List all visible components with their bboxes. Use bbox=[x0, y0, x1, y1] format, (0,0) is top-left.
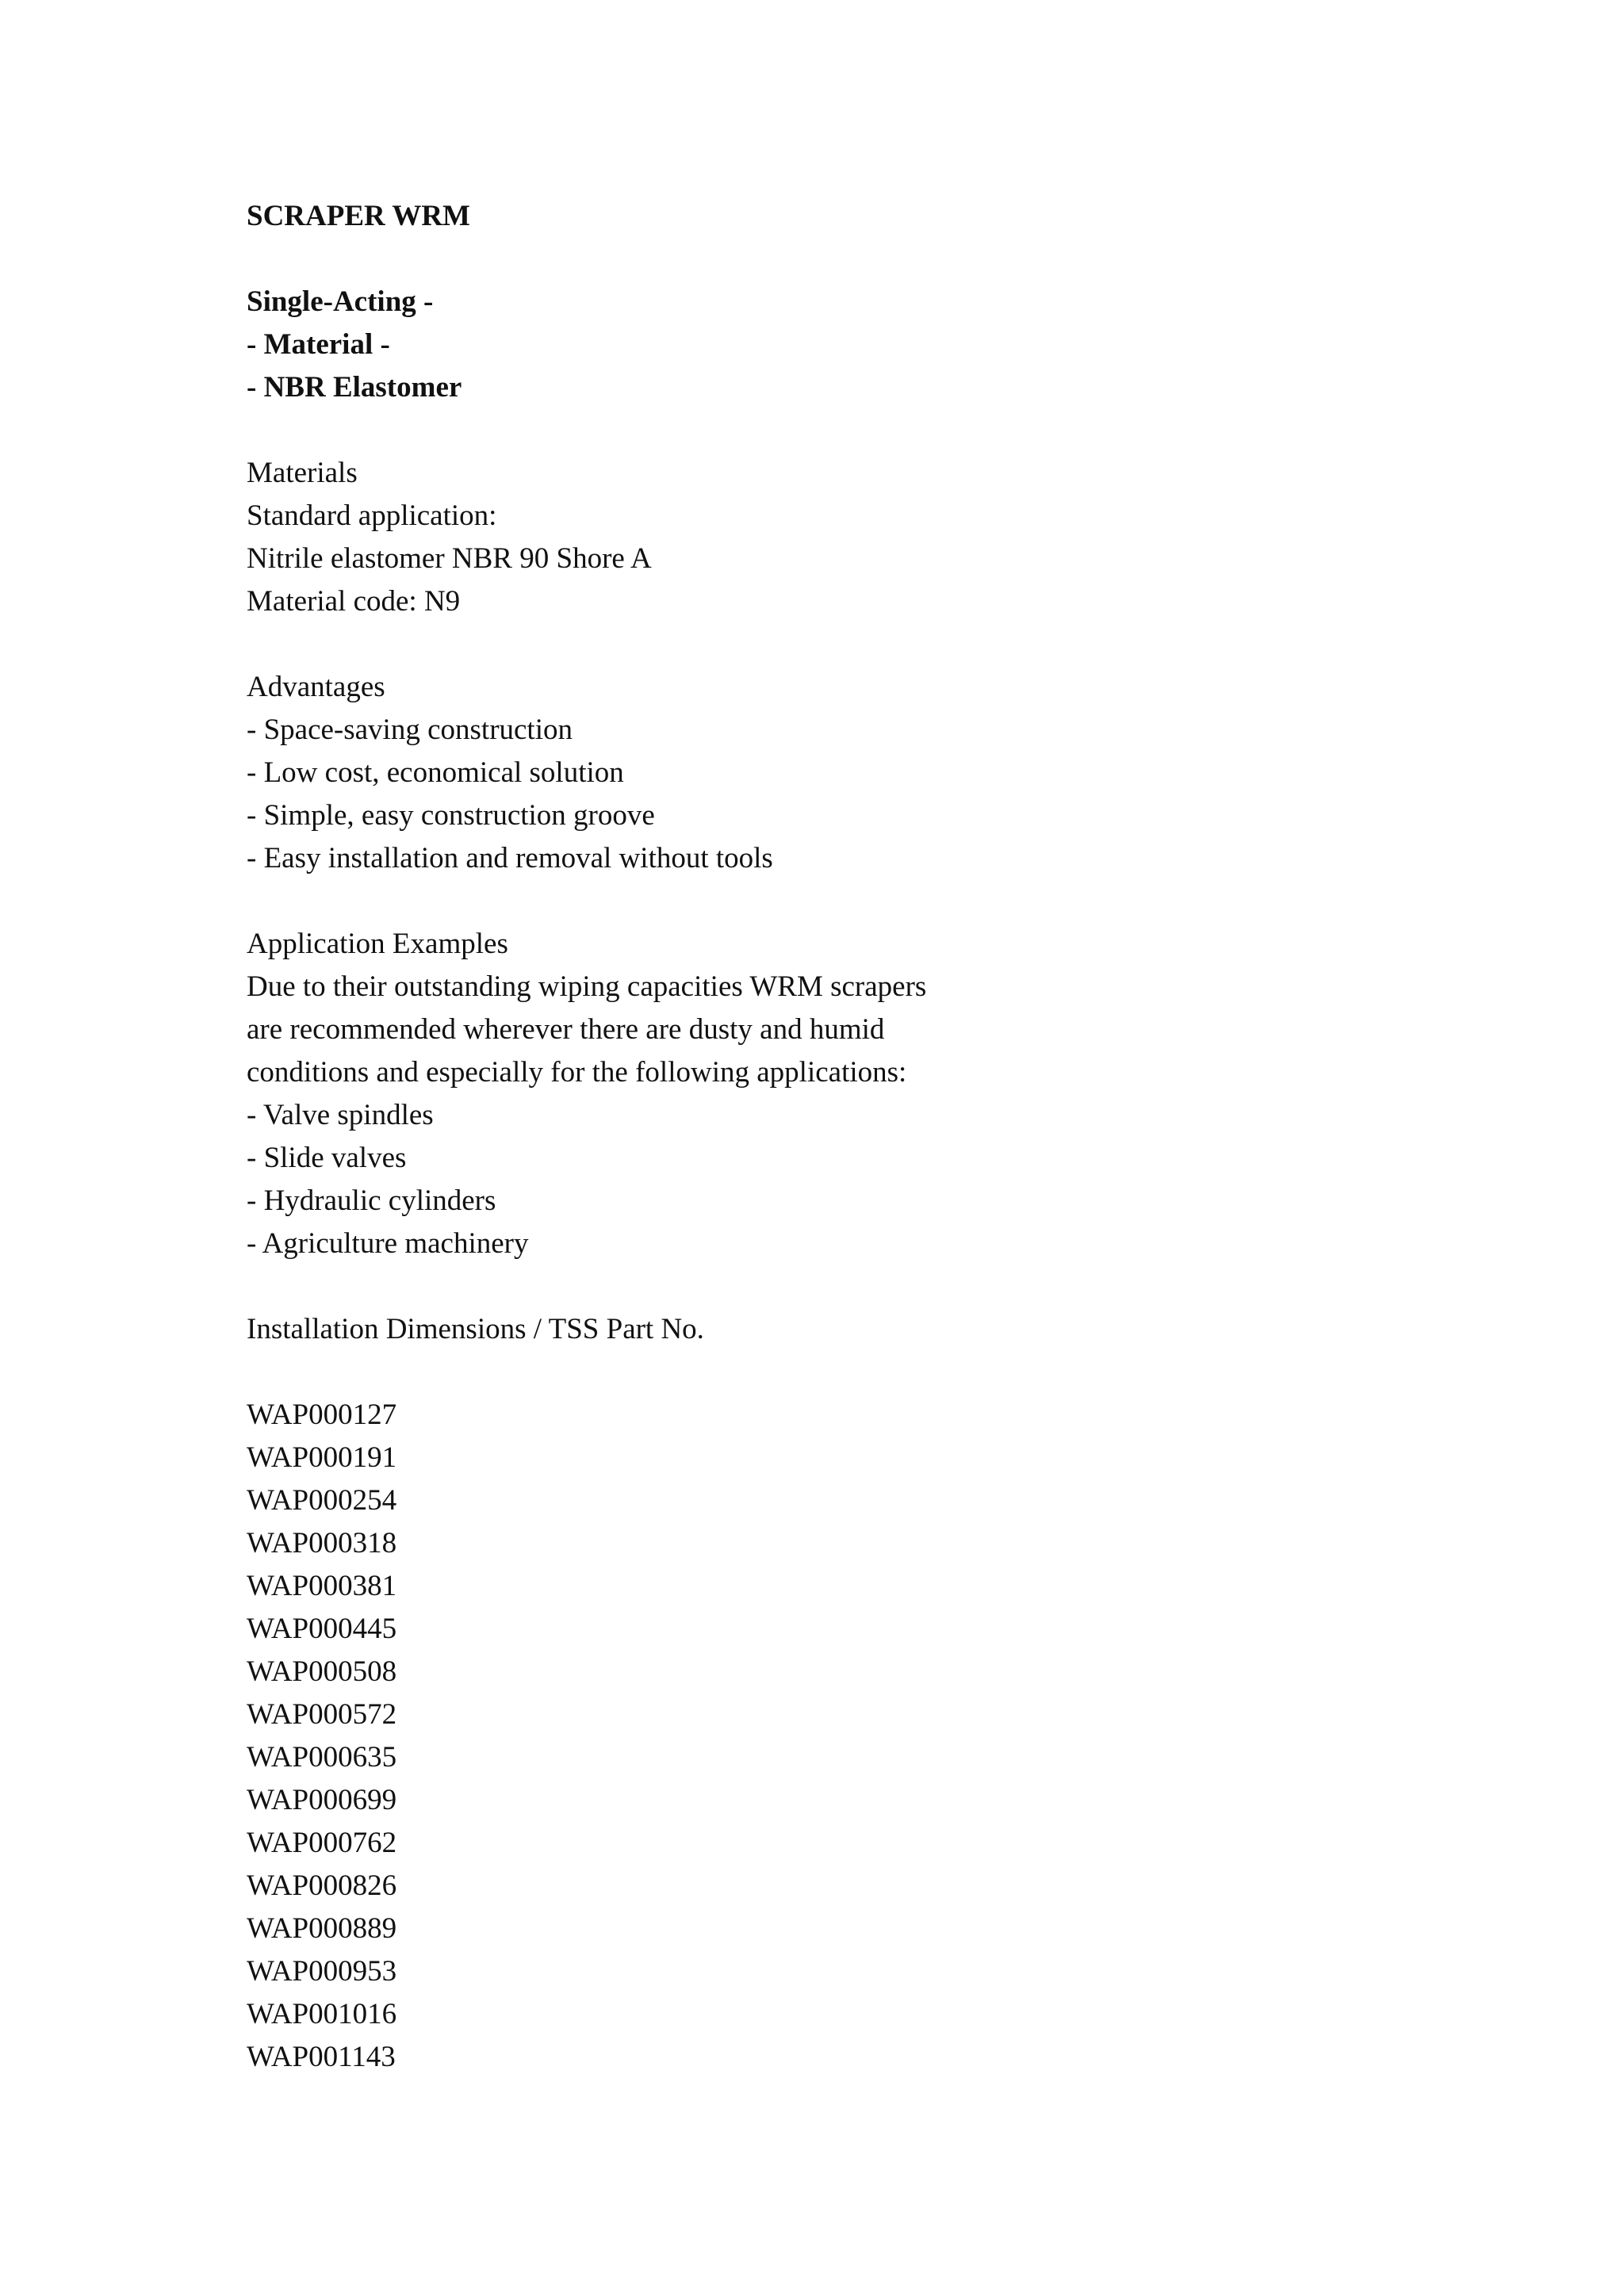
part-number: WAP000953 bbox=[247, 1955, 397, 1988]
advantage-item: - Simple, easy construction groove bbox=[247, 799, 655, 832]
part-number: WAP000254 bbox=[247, 1484, 397, 1517]
document-title: SCRAPER WRM bbox=[247, 200, 470, 232]
part-number: WAP000762 bbox=[247, 1827, 397, 1859]
materials-line: Standard application: bbox=[247, 499, 497, 532]
applications-intro-line: are recommended wherever there are dusty and humid bbox=[247, 1013, 885, 1046]
part-number: WAP000191 bbox=[247, 1441, 397, 1474]
advantage-item: - Low cost, economical solution bbox=[247, 756, 624, 789]
part-number: WAP000127 bbox=[247, 1399, 397, 1431]
spacer bbox=[247, 623, 1436, 666]
subheading-block bbox=[247, 281, 1436, 409]
spacer bbox=[247, 1265, 1436, 1308]
part-number: WAP000699 bbox=[247, 1784, 397, 1816]
subheading-line: - Material - bbox=[247, 328, 390, 361]
installation-heading: Installation Dimensions / TSS Part No. bbox=[247, 1313, 704, 1345]
subheading-line: - NBR Elastomer bbox=[247, 371, 462, 404]
applications-intro-line: Due to their outstanding wiping capacities WRM scrapers bbox=[247, 970, 927, 1003]
part-number: WAP000318 bbox=[247, 1527, 397, 1559]
materials-line: Material code: N9 bbox=[247, 585, 461, 618]
application-item: - Agriculture machinery bbox=[247, 1227, 529, 1260]
part-number: WAP000635 bbox=[247, 1741, 397, 1774]
part-number: WAP000508 bbox=[247, 1655, 397, 1688]
part-number: WAP001016 bbox=[247, 1998, 397, 2030]
materials-section bbox=[247, 452, 1436, 623]
application-item: - Valve spindles bbox=[247, 1099, 434, 1131]
spacer bbox=[247, 409, 1436, 452]
applications-section bbox=[247, 923, 1436, 1265]
applications-intro-line: conditions and especially for the following applications: bbox=[247, 1056, 907, 1089]
advantages-section bbox=[247, 666, 1436, 880]
part-number: WAP001143 bbox=[247, 2041, 396, 2073]
advantage-item: - Space-saving construction bbox=[247, 714, 573, 746]
part-number: WAP000381 bbox=[247, 1570, 397, 1602]
materials-heading: Materials bbox=[247, 457, 358, 489]
application-item: - Hydraulic cylinders bbox=[247, 1184, 496, 1217]
advantages-heading: Advantages bbox=[247, 671, 385, 703]
part-number: WAP000572 bbox=[247, 1698, 397, 1731]
part-number-list bbox=[247, 1394, 1436, 2079]
application-item: - Slide valves bbox=[247, 1142, 407, 1174]
part-number: WAP000889 bbox=[247, 1912, 397, 1945]
spacer bbox=[247, 1351, 1436, 1394]
part-number: WAP000826 bbox=[247, 1869, 397, 1902]
document-page bbox=[247, 195, 1436, 2079]
advantage-item: - Easy installation and removal without tools bbox=[247, 842, 773, 874]
subheading-line: Single-Acting - bbox=[247, 285, 434, 318]
spacer bbox=[247, 880, 1436, 923]
spacer bbox=[247, 238, 1436, 281]
applications-heading: Application Examples bbox=[247, 928, 508, 960]
materials-line: Nitrile elastomer NBR 90 Shore A bbox=[247, 542, 652, 575]
part-number: WAP000445 bbox=[247, 1613, 397, 1645]
